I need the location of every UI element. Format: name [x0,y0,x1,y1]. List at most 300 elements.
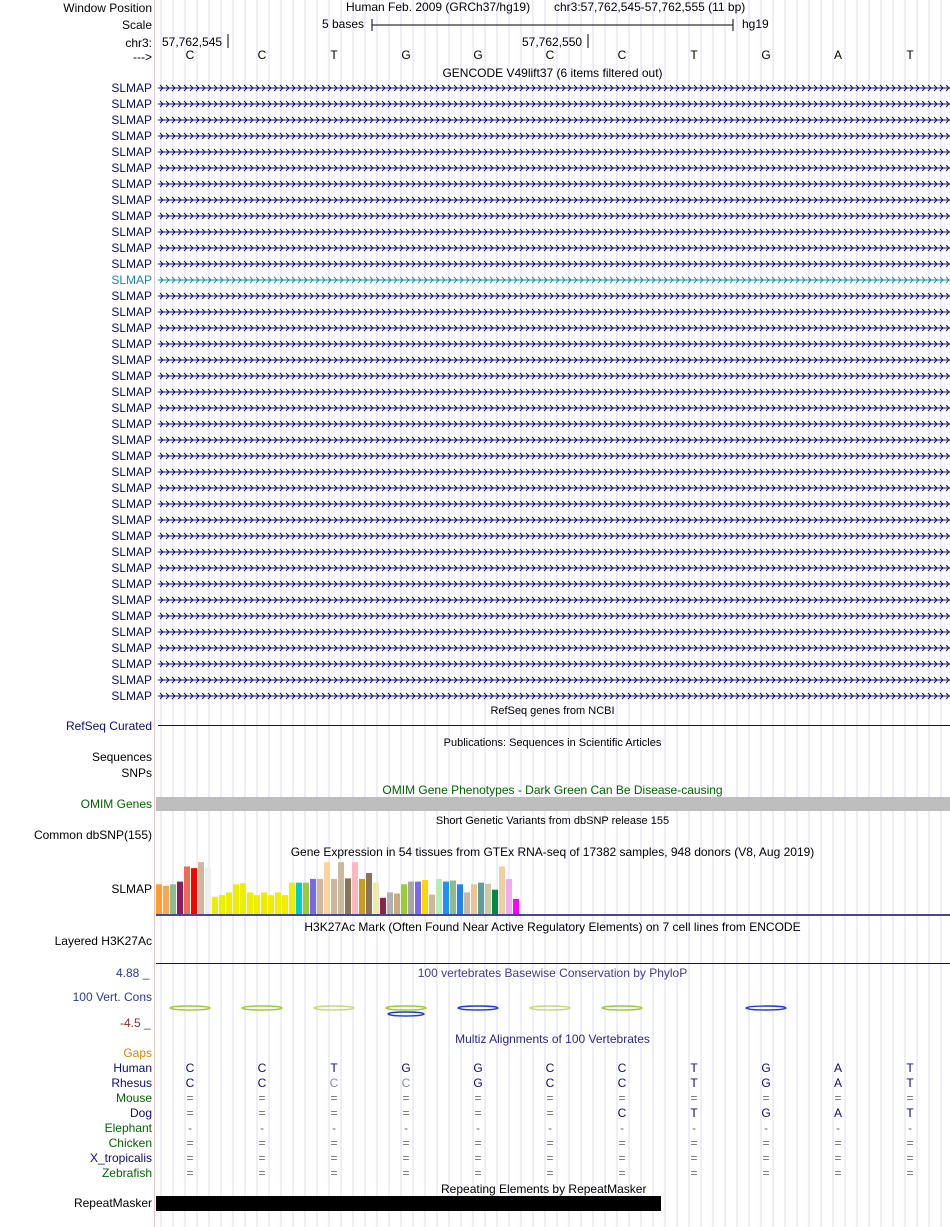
multiz-aligned-base: = [186,1091,194,1105]
gtex-tissue-bar [373,883,379,914]
gencode-transcript-row[interactable] [0,272,950,288]
sequence-base: G [473,48,483,62]
gencode-intron-line[interactable] [158,592,950,608]
gencode-transcript-label[interactable]: SLMAP [111,497,152,511]
gtex-track-label[interactable]: SLMAP [111,882,152,896]
conservation-track-label[interactable]: 100 Vert. Cons [72,990,152,1004]
gtex-expression-chart[interactable] [156,860,950,917]
multiz-species-row[interactable] [0,1151,950,1166]
gencode-transcript-row[interactable] [0,128,950,144]
multiz-aligned-base: = [618,1151,626,1165]
gencode-transcript-row[interactable] [0,208,950,224]
multiz-aligned-base: = [690,1166,698,1180]
window-position-label: Window Position [63,1,152,15]
multiz-aligned-base: - [548,1121,552,1135]
gencode-intron-line[interactable] [158,528,950,544]
repeatmasker-track-label[interactable]: RepeatMasker [73,1196,152,1210]
multiz-aligned-base: = [186,1151,194,1165]
multiz-aligned-base: = [186,1166,194,1180]
gencode-intron-line[interactable] [158,496,950,512]
gtex-tissue-bar [380,898,386,914]
gtex-tissue-bar [492,890,498,914]
multiz-aligned-base: = [474,1151,482,1165]
gencode-transcript-row[interactable] [0,624,950,640]
gencode-transcript-label[interactable]: SLMAP [111,673,152,687]
multiz-aligned-base: G [473,1076,483,1090]
gtex-tissue-bar [331,879,337,914]
gencode-transcript-label[interactable]: SLMAP [111,545,152,559]
gencode-transcript-row[interactable] [0,336,950,352]
gencode-transcript-label[interactable]: SLMAP [111,81,152,95]
gencode-transcript-label[interactable]: SLMAP [111,401,152,415]
gtex-tissue-bar [429,895,435,914]
gtex-tissue-bar [401,884,407,914]
multiz-species-row[interactable] [0,1076,950,1091]
position-text: chr3:57,762,545-57,762,555 (11 bp) [554,0,746,14]
gencode-transcript-row[interactable] [0,192,950,208]
multiz-species-label[interactable]: Rhesus [111,1076,152,1090]
multiz-aligned-base: C [617,1076,627,1090]
multiz-species-label[interactable]: Zebrafish [101,1166,152,1180]
gtex-track-title[interactable]: Gene Expression in 54 tissues from GTEx RNA-seq of 17382 samples, 948 donors (V8, Aug 2019) [290,845,815,859]
multiz-aligned-base: = [474,1091,482,1105]
gencode-transcript-row[interactable] [0,144,950,160]
conservation-glyph [602,1006,642,1010]
gtex-tissue-bar [170,884,176,914]
repeatmasker-element-bar[interactable] [156,1196,661,1211]
sequence-base: C [185,48,195,62]
multiz-aligned-base: C [545,1076,555,1090]
multiz-aligned-base: A [833,1076,842,1090]
multiz-aligned-base: C [617,1106,627,1120]
gtex-tissue-bar [191,868,197,914]
gencode-transcript-row[interactable] [0,304,950,320]
multiz-aligned-base: G [761,1106,771,1120]
gencode-transcript-label[interactable]: SLMAP [111,641,152,655]
sequence-base: G [761,48,771,62]
conservation-track-title[interactable]: 100 vertebrates Basewise Conservation by PhyloP [417,966,688,980]
gtex-tissue-bar [485,884,491,914]
multiz-aligned-base: = [402,1136,410,1150]
gencode-intron-line[interactable] [158,208,950,224]
gencode-transcript-label[interactable]: SLMAP [111,465,152,479]
scale-label: Scale [121,18,152,32]
gtex-tissue-bar [219,895,225,914]
repeatmasker-track-title[interactable]: Repeating Elements by RepeatMasker [441,1182,647,1196]
multiz-aligned-base: = [762,1136,770,1150]
scale-bases-text: 5 bases [322,17,365,31]
publications-sequences-label[interactable]: Sequences [91,750,152,764]
gencode-transcript-label[interactable]: SLMAP [111,561,152,575]
h3k27ac-track-title[interactable]: H3K27Ac Mark (Often Found Near Active Regulatory Elements) on 7 cell lines from ENCODE [304,920,801,934]
multiz-aligned-base: = [762,1166,770,1180]
gencode-intron-line[interactable] [158,352,950,368]
gencode-transcript-label[interactable]: SLMAP [111,321,152,335]
gencode-transcript-label[interactable]: SLMAP [111,657,152,671]
multiz-aligned-base: = [258,1151,266,1165]
gtex-tissue-bar [408,882,414,914]
coord-mid: 57,762,550 [522,35,583,49]
publications-snps-label[interactable]: SNPs [121,766,152,780]
gencode-intron-line[interactable] [158,128,950,144]
gencode-transcript-label[interactable]: SLMAP [111,193,152,207]
gencode-transcript-label[interactable]: SLMAP [111,577,152,591]
gencode-transcript-row[interactable] [0,544,950,560]
gtex-tissue-bar [282,895,288,914]
multiz-species-row[interactable] [0,1166,950,1181]
image-left-border [154,0,155,1227]
gtex-tissue-bar [317,879,323,914]
gencode-transcript-row[interactable] [0,560,950,576]
multiz-species-label[interactable]: X_tropicalis [89,1151,152,1165]
multiz-aligned-base: = [618,1136,626,1150]
multiz-aligned-base: - [620,1121,624,1135]
h3k27ac-baseline [156,963,950,964]
gencode-transcript-row[interactable] [0,480,950,496]
gencode-intron-line[interactable] [158,256,950,272]
multiz-aligned-base: = [402,1106,410,1120]
multiz-aligned-base: C [329,1076,339,1090]
gencode-intron-line[interactable] [158,448,950,464]
gtex-tissue-bar [275,892,281,914]
refseq-track-label[interactable]: RefSeq Curated [65,719,152,733]
coord-left: 57,762,545 [162,35,223,49]
gencode-transcript-label[interactable]: SLMAP [111,417,152,431]
gencode-intron-line[interactable] [158,656,950,672]
multiz-aligned-base: = [474,1166,482,1180]
gencode-transcript-label[interactable]: SLMAP [111,609,152,623]
gencode-transcript-row[interactable] [0,672,950,688]
gencode-intron-line[interactable] [158,688,950,704]
coord-left-tick [226,34,230,50]
gencode-intron-line[interactable] [158,368,950,384]
gencode-intron-line[interactable] [158,176,950,192]
gencode-intron-line[interactable] [158,320,950,336]
chrom-label: chr3: [125,36,152,50]
multiz-aligned-base: - [476,1121,480,1135]
gencode-intron-line[interactable] [158,336,950,352]
gencode-intron-line[interactable] [158,640,950,656]
strand-label: ---> [133,50,152,64]
multiz-aligned-base: = [402,1166,410,1180]
gencode-transcript-row[interactable] [0,432,950,448]
gencode-intron-line[interactable] [158,464,950,480]
multiz-aligned-base: = [330,1091,338,1105]
multiz-aligned-base: = [474,1136,482,1150]
gencode-transcript-row[interactable] [0,224,950,240]
gencode-intron-line[interactable] [158,80,950,96]
multiz-aligned-base: = [330,1136,338,1150]
gencode-transcript-label[interactable]: SLMAP [111,177,152,191]
omim-track-label[interactable]: OMIM Genes [80,797,152,811]
gtex-tissue-bar [464,892,470,914]
gencode-transcript-row[interactable] [0,448,950,464]
sequence-base: G [401,48,411,62]
gtex-tissue-bar [457,884,463,914]
gtex-tissue-bar [359,879,365,914]
publications-track-title[interactable]: Publications: Sequences in Scientific Articles [443,737,662,749]
multiz-aligned-base: C [185,1061,195,1075]
gtex-tissue-bar [226,892,232,914]
multiz-species-label[interactable]: Chicken [108,1136,152,1150]
multiz-aligned-base: = [690,1091,698,1105]
gencode-transcript-row[interactable] [0,640,950,656]
gencode-transcript-label[interactable]: SLMAP [111,449,152,463]
gencode-intron-line[interactable] [158,416,950,432]
gencode-transcript-row[interactable] [0,112,950,128]
scale-bar [370,17,738,33]
gtex-tissue-bar [471,884,477,914]
gencode-transcript-label[interactable]: SLMAP [111,209,152,223]
gtex-tissue-bar [366,873,372,914]
gencode-intron-line[interactable] [158,224,950,240]
gencode-transcript-row[interactable] [0,656,950,672]
multiz-aligned-base: = [258,1091,266,1105]
gencode-intron-line[interactable] [158,560,950,576]
gtex-tissue-bar [422,880,428,914]
gencode-intron-line[interactable] [158,144,950,160]
gencode-intron-line[interactable] [158,240,950,256]
gencode-transcript-label[interactable]: SLMAP [111,305,152,319]
multiz-aligned-base: - [332,1121,336,1135]
gencode-transcript-row[interactable] [0,320,950,336]
gtex-tissue-bar [324,862,330,914]
gencode-transcript-row[interactable] [0,416,950,432]
multiz-aligned-base: - [692,1121,696,1135]
gtex-tissue-bar [198,862,204,914]
multiz-aligned-base: - [260,1121,264,1135]
multiz-species-label[interactable]: Elephant [104,1121,152,1135]
conservation-glyph [458,1006,498,1010]
conservation-glyph [314,1006,354,1010]
gencode-transcript-label[interactable]: SLMAP [111,145,152,159]
conservation-plot[interactable] [156,996,950,1020]
gencode-transcript-label[interactable]: SLMAP [111,289,152,303]
multiz-aligned-base: = [546,1166,554,1180]
multiz-aligned-base: = [330,1151,338,1165]
gtex-tissue-bar [254,895,260,914]
conservation-glyph [242,1006,282,1010]
gencode-intron-line[interactable] [158,272,950,288]
multiz-aligned-base: T [690,1106,698,1120]
gtex-tissue-bar [478,883,484,914]
gtex-tissue-bar [499,866,505,914]
omim-gene-bar[interactable] [156,797,950,811]
conservation-glyph [170,1006,210,1010]
dbsnp-track-title[interactable]: Short Genetic Variants from dbSNP release 155 [435,815,670,827]
scale-db-text: hg19 [742,17,769,31]
multiz-species-row[interactable] [0,1091,950,1106]
gencode-transcript-row[interactable] [0,528,950,544]
multiz-aligned-base: G [761,1076,771,1090]
multiz-species-label[interactable]: Human [113,1061,152,1075]
gtex-tissue-bar [387,892,393,914]
multiz-species-label[interactable]: Mouse [115,1091,152,1105]
gencode-transcript-row[interactable] [0,608,950,624]
gencode-transcript-row[interactable] [0,96,950,112]
conservation-glyph [386,1006,426,1010]
gencode-transcript-label[interactable]: SLMAP [111,273,152,287]
gtex-tissue-bar [296,883,302,914]
dbsnp-track-label[interactable]: Common dbSNP(155) [33,828,152,842]
gencode-transcript-label[interactable]: SLMAP [111,593,152,607]
multiz-aligned-base: G [761,1061,771,1075]
gencode-transcript-row[interactable] [0,352,950,368]
gencode-transcript-row[interactable] [0,80,950,96]
multiz-track-title[interactable]: Multiz Alignments of 100 Vertebrates [455,1032,650,1046]
gtex-tissue-bar [506,879,512,914]
conservation-glyph [388,1012,424,1016]
multiz-aligned-base: T [906,1076,914,1090]
multiz-aligned-base: = [402,1151,410,1165]
gencode-transcript-label[interactable]: SLMAP [111,625,152,639]
multiz-aligned-base: T [690,1076,698,1090]
gencode-transcript-label[interactable]: SLMAP [111,353,152,367]
multiz-aligned-base: = [834,1151,842,1165]
gtex-tissue-bar [303,883,309,914]
multiz-aligned-base: C [617,1061,627,1075]
gencode-transcript-row[interactable] [0,368,950,384]
gencode-transcript-label[interactable]: SLMAP [111,257,152,271]
refseq-gene-line[interactable] [158,725,950,726]
gtex-tissue-bar [352,862,358,914]
gtex-tissue-bar [247,892,253,914]
gencode-track-title[interactable]: GENCODE V49lift37 (6 items filtered out) [442,66,663,80]
multiz-species-label[interactable]: Dog [129,1106,152,1120]
gencode-transcript-row[interactable] [0,464,950,480]
multiz-aligned-base: = [834,1166,842,1180]
gencode-intron-line[interactable] [158,384,950,400]
gencode-intron-line[interactable] [158,480,950,496]
gencode-transcript-row[interactable] [0,512,950,528]
gencode-intron-line[interactable] [158,400,950,416]
gencode-transcript-label[interactable]: SLMAP [111,689,152,703]
conservation-max-label: 4.88 _ [116,966,150,980]
multiz-aligned-base: T [906,1061,914,1075]
multiz-aligned-base: T [906,1106,914,1120]
gencode-transcript-label[interactable]: SLMAP [111,385,152,399]
sequence-base: C [617,48,627,62]
gtex-tissue-bar [205,868,211,914]
assembly-text: Human Feb. 2009 (GRCh37/hg19) [346,0,531,14]
refseq-track-title[interactable]: RefSeq genes from NCBI [490,705,615,717]
multiz-aligned-base: = [546,1106,554,1120]
conservation-glyph [746,1006,786,1010]
multiz-aligned-base: = [834,1091,842,1105]
gencode-intron-line[interactable] [158,96,950,112]
multiz-aligned-base: - [908,1121,912,1135]
gencode-intron-line[interactable] [158,432,950,448]
multiz-aligned-base: = [186,1136,194,1150]
gencode-transcript-label[interactable]: SLMAP [111,433,152,447]
gencode-transcript-label[interactable]: SLMAP [111,513,152,527]
multiz-aligned-base: = [690,1136,698,1150]
omim-track-title[interactable]: OMIM Gene Phenotypes - Dark Green Can Be Disease-causing [382,783,723,797]
multiz-aligned-base: = [834,1136,842,1150]
multiz-aligned-base: = [906,1151,914,1165]
gencode-transcript-label[interactable]: SLMAP [111,129,152,143]
multiz-species-row[interactable] [0,1106,950,1121]
gencode-transcript-row[interactable] [0,288,950,304]
gencode-transcript-label[interactable]: SLMAP [111,161,152,175]
gtex-tissue-bar [345,878,351,914]
multiz-aligned-base: C [401,1076,411,1090]
gtex-tissue-bar [184,866,190,914]
gencode-intron-line[interactable] [158,288,950,304]
multiz-aligned-base: A [833,1061,842,1075]
multiz-species-row[interactable] [0,1121,950,1136]
multiz-aligned-base: - [188,1121,192,1135]
multiz-aligned-base: G [473,1061,483,1075]
gencode-intron-line[interactable] [158,304,950,320]
coord-mid-tick [586,34,590,50]
gencode-transcript-label[interactable]: SLMAP [111,529,152,543]
gencode-transcript-row[interactable] [0,160,950,176]
multiz-aligned-base: = [330,1166,338,1180]
gencode-transcript-label[interactable]: SLMAP [111,369,152,383]
gencode-transcript-label[interactable]: SLMAP [111,241,152,255]
multiz-aligned-base: = [402,1091,410,1105]
gencode-intron-line[interactable] [158,624,950,640]
gtex-tissue-bar [261,892,267,914]
gencode-transcript-row[interactable] [0,240,950,256]
gencode-transcript-row[interactable] [0,576,950,592]
gencode-transcript-row[interactable] [0,688,950,704]
gencode-transcript-label[interactable]: SLMAP [111,337,152,351]
multiz-aligned-base: = [906,1166,914,1180]
multiz-aligned-base: = [330,1106,338,1120]
gencode-transcript-row[interactable] [0,592,950,608]
gencode-transcript-label[interactable]: SLMAP [111,113,152,127]
gtex-tissue-bar [240,883,246,914]
h3k27ac-track-label[interactable]: Layered H3K27Ac [54,934,152,948]
gencode-transcript-row[interactable] [0,384,950,400]
gtex-tissue-bar [163,886,169,914]
multiz-aligned-base: C [185,1076,195,1090]
multiz-species-row[interactable] [0,1136,950,1151]
conservation-min-label: -4.5 _ [120,1016,151,1030]
multiz-aligned-base: = [546,1151,554,1165]
sequence-base: T [690,48,698,62]
gencode-intron-line[interactable] [158,544,950,560]
multiz-aligned-base: = [258,1136,266,1150]
sequence-base: A [833,48,842,62]
gtex-tissue-bar [415,882,421,914]
gencode-transcript-label[interactable]: SLMAP [111,481,152,495]
gencode-intron-line[interactable] [158,512,950,528]
gencode-intron-line[interactable] [158,160,950,176]
gencode-intron-line[interactable] [158,576,950,592]
multiz-aligned-base: = [258,1166,266,1180]
gencode-intron-line[interactable] [158,112,950,128]
gencode-transcript-row[interactable] [0,496,950,512]
gtex-tissue-bar [450,881,456,914]
gencode-intron-line[interactable] [158,672,950,688]
gtex-tissue-bar [156,884,162,914]
multiz-aligned-base: = [546,1136,554,1150]
multiz-aligned-base: = [906,1136,914,1150]
gencode-transcript-row[interactable] [0,400,950,416]
gencode-transcript-label[interactable]: SLMAP [111,225,152,239]
gencode-transcript-row[interactable] [0,256,950,272]
multiz-aligned-base: G [401,1061,411,1075]
gencode-transcript-label[interactable]: SLMAP [111,97,152,111]
gencode-intron-line[interactable] [158,608,950,624]
gtex-tissue-bar [289,883,295,914]
multiz-species-row[interactable] [0,1061,950,1076]
gencode-transcript-row[interactable] [0,176,950,192]
gencode-intron-line[interactable] [158,192,950,208]
